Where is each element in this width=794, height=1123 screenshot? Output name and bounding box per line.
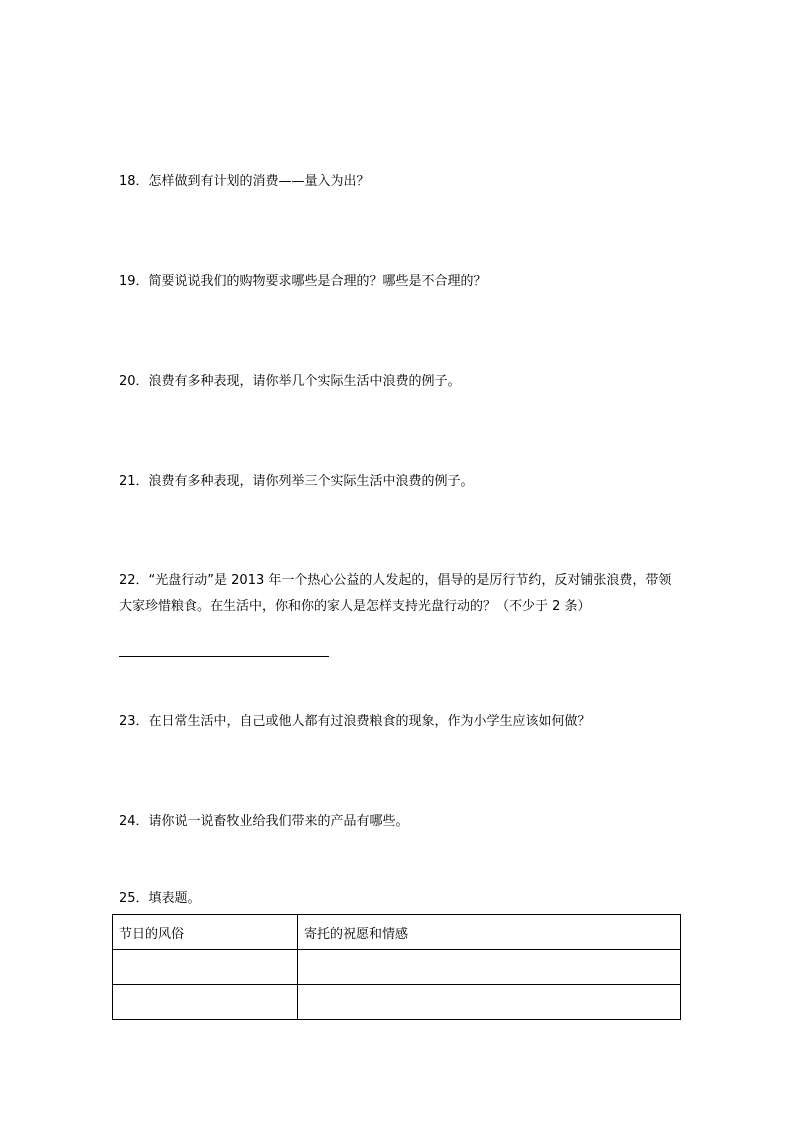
question-text: 简要说说我们的购物要求哪些是合理的？哪些是不合理的？	[148, 274, 487, 289]
question-text: 在日常生活中，自己或他人都有过浪费粮食的现象，作为小学生应该如何做？	[148, 714, 591, 729]
question-number: 19．	[119, 274, 149, 289]
question-number: 23．	[119, 714, 149, 729]
question-text: 浪费有多种表现，请你列举三个实际生活中浪费的例子。	[148, 474, 474, 489]
header-customs: 节日的风俗	[113, 915, 298, 950]
table-cell[interactable]	[113, 950, 298, 985]
answer-blank-line[interactable]	[119, 656, 329, 657]
table-header-row	[113, 915, 681, 950]
question-number: 20．	[119, 374, 149, 389]
question-text: “光盘行动”是 2013 年一个热心公益的人发起的，倡导的是厉行节约，反对铺张浪费，带领大家珍惜粮食。在生活中，你和你的家人是怎样支持光盘行动的？（不少于 2 条）	[119, 573, 672, 614]
question-number: 24．	[119, 814, 149, 829]
question-18	[119, 169, 679, 194]
table-row	[113, 950, 681, 985]
question-21	[119, 469, 679, 494]
question-25	[119, 886, 679, 911]
table-cell[interactable]	[113, 985, 298, 1020]
question-19	[119, 269, 679, 294]
question-20	[119, 369, 679, 394]
question-number: 21．	[119, 474, 149, 489]
question-23	[119, 709, 679, 734]
festival-table	[112, 914, 681, 1020]
question-text: 浪费有多种表现，请你举几个实际生活中浪费的例子。	[148, 374, 461, 389]
question-number: 18．	[119, 174, 149, 189]
question-text: 填表题。	[148, 891, 201, 906]
header-wishes: 寄托的祝愿和情感	[298, 915, 681, 950]
table-cell[interactable]	[298, 985, 681, 1020]
question-number: 25．	[119, 891, 149, 906]
question-text: 怎样做到有计划的消费——量入为出？	[148, 174, 370, 189]
question-22	[119, 568, 679, 620]
table-cell[interactable]	[298, 950, 681, 985]
table-row	[113, 985, 681, 1020]
question-number: 22．	[119, 573, 149, 588]
question-text: 请你说一说畜牧业给我们带来的产品有哪些。	[148, 814, 409, 829]
question-24	[119, 809, 679, 834]
